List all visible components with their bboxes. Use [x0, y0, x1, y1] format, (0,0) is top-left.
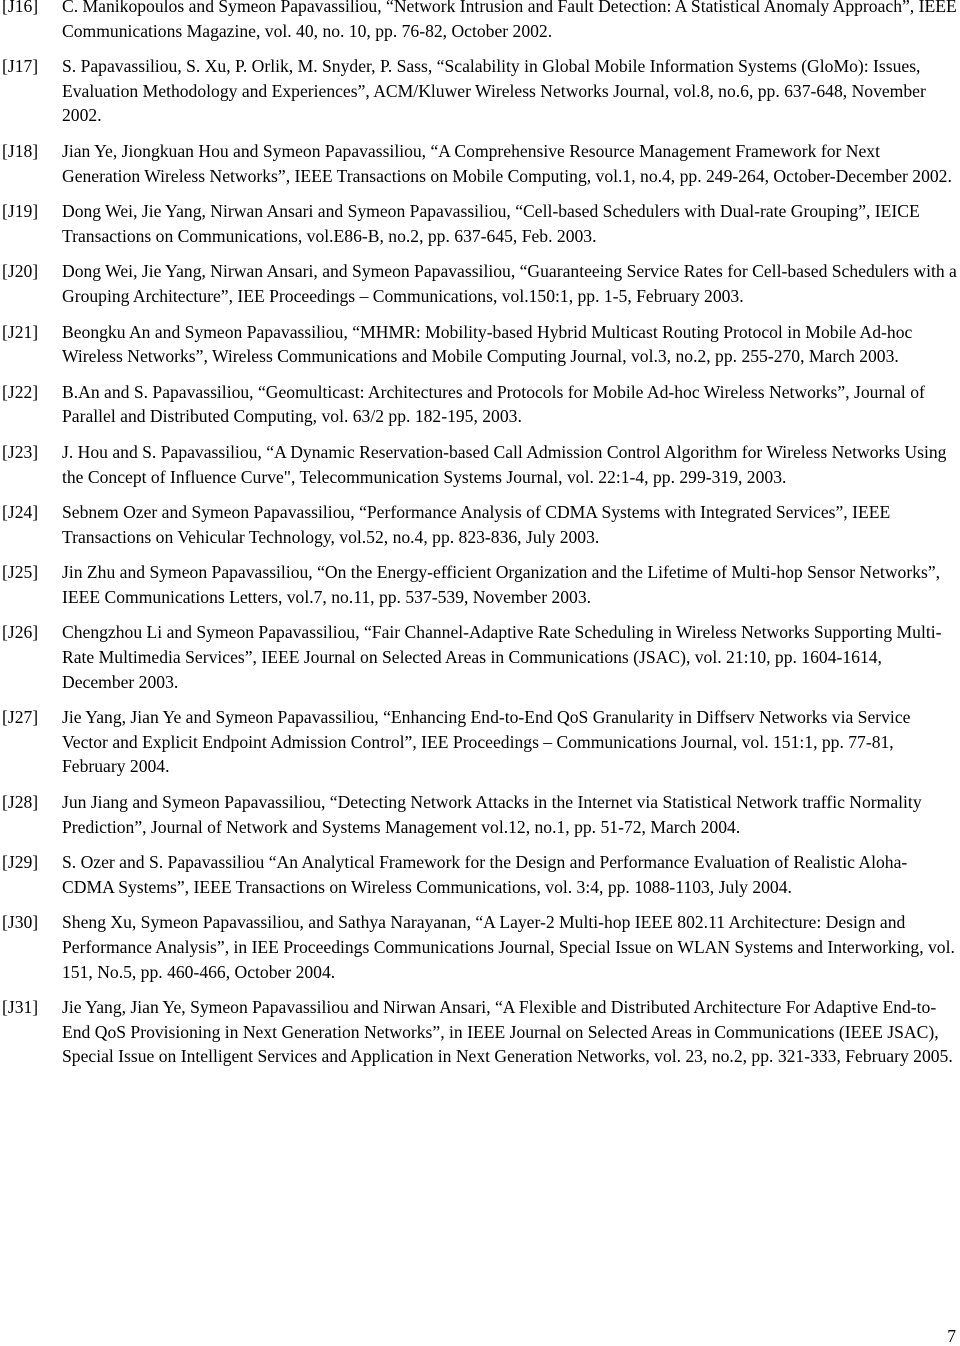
reference-item	[2, 910, 957, 984]
reference-label: [J21]	[2, 321, 39, 342]
reference-item	[2, 705, 957, 779]
reference-text: Chengzhou Li and Symeon Papavassiliou, “Fair Channel-Adaptive Rate Scheduling in Wireless Networks Supporting Multi-Rate Multimedia Services”, IEEE Journal on Selected Areas in Communications (JSAC), vol. 21:10, pp. 1604-1614, December 2003.	[62, 622, 942, 692]
reference-label: [J23]	[2, 441, 39, 462]
reference-label: [J26]	[2, 622, 39, 643]
reference-text: S. Ozer and S. Papavassiliou “An Analytical Framework for the Design and Performance Evaluation of Realistic Aloha-CDMA Systems”, IEEE Transactions on Wireless Communications, vol. 3:4, pp. 1088-1103, July 2004.	[62, 852, 908, 897]
reference-text: B.An and S. Papavassiliou, “Geomulticast: Architectures and Protocols for Mobile Ad-hoc Wireless Networks”, Journal of Parallel and Distributed Computing, vol. 63/2 pp. 182-195, 2003.	[62, 381, 925, 427]
reference-text: Jie Yang, Jian Ye, Symeon Papavassiliou and Nirwan Ansari, “A Flexible and Distributed Architecture For Adaptive End-to-End QoS Provisioning in Next Generation Networks”, in IEEE Journal on Selected Areas in Communications (IEEE JSAC), Special Issue on Intelligent Services and Application in Next Generation Networks, vol. 23, no.2, pp. 321-333, February 2005.	[62, 997, 953, 1067]
reference-label: [J30]	[2, 912, 39, 933]
reference-text: C. Manikopoulos and Symeon Papavassiliou, “Network Intrusion and Fault Detection: A Statistical Anomaly Approach”, IEEE Communications Magazine, vol. 40, no. 10, pp. 76-82, October 2002.	[62, 0, 957, 41]
reference-text: Jun Jiang and Symeon Papavassiliou, “Detecting Network Attacks in the Internet via Statistical Network traffic Normality Prediction”, Journal of Network and Systems Management vol.12, no.1, pp. 51-72, March 2004.	[62, 792, 922, 837]
reference-text: Jian Ye, Jiongkuan Hou and Symeon Papavassiliou, “A Comprehensive Resource Management Framework for Next Generation Wireless Networks”, IEEE Transactions on Mobile Computing, vol.1, no.4, pp. 249-264, October-December 2002.	[62, 140, 952, 186]
reference-text: Dong Wei, Jie Yang, Nirwan Ansari, and Symeon Papavassiliou, “Guaranteeing Service Rates for Cell-based Schedulers with a Grouping Architecture”, IEE Proceedings – Communications, vol.150:1, pp. 1-5, February 2003.	[62, 261, 957, 306]
reference-label: [J31]	[2, 997, 39, 1018]
reference-label: [J24]	[2, 502, 39, 523]
reference-label: [J27]	[2, 707, 39, 728]
page-number: 7	[947, 1326, 956, 1346]
reference-label: [J18]	[2, 140, 39, 161]
reference-label: [J25]	[2, 562, 39, 583]
reference-item	[2, 500, 957, 549]
reference-label: [J20]	[2, 261, 39, 282]
reference-label: [J22]	[2, 381, 39, 402]
reference-item	[2, 440, 957, 489]
reference-label: [J29]	[2, 852, 39, 873]
reference-item	[2, 790, 957, 839]
reference-item	[2, 995, 957, 1069]
reference-text: S. Papavassiliou, S. Xu, P. Orlik, M. Snyder, P. Sass, “Scalability in Global Mobile Information Systems (GloMo): Issues, Evaluation Methodology and Experiences”, ACM/Kluwer Wireless Networks Journal, vol.8, no.6, pp. 637-648, November 2002.	[62, 56, 926, 126]
reference-text: Jie Yang, Jian Ye and Symeon Papavassiliou, “Enhancing End-to-End QoS Granularity in Diffserv Networks via Service Vector and Explicit Endpoint Admission Control”, IEE Proceedings – Communications Journal, vol. 151:1, pp. 77-81, February 2004.	[62, 707, 911, 777]
reference-item	[2, 259, 957, 308]
reference-item	[2, 850, 957, 899]
reference-item	[2, 199, 957, 248]
reference-label: [J16]	[2, 0, 39, 16]
reference-text: Jin Zhu and Symeon Papavassiliou, “On the Energy-efficient Organization and the Lifetime of Multi-hop Sensor Networks”, IEEE Communications Letters, vol.7, no.11, pp. 537-539, November 2003.	[62, 562, 941, 607]
reference-list	[2, 0, 957, 1080]
reference-item	[2, 0, 957, 43]
reference-item	[2, 139, 957, 188]
reference-text: Sheng Xu, Symeon Papavassiliou, and Sathya Narayanan, “A Layer-2 Multi-hop IEEE 802.11 Architecture: Design and Performance Analysis”, in IEE Proceedings Communications Journal, Special Issue on WLAN Systems and Interworking, vol. 151, No.5, pp. 460-466, October 2004.	[62, 912, 955, 982]
reference-text: Dong Wei, Jie Yang, Nirwan Ansari and Symeon Papavassiliou, “Cell-based Schedulers with Dual-rate Grouping”, IEICE Transactions on Communications, vol.E86-B, no.2, pp. 637-645, Feb. 2003.	[62, 201, 920, 246]
reference-item	[2, 560, 957, 609]
reference-text: Beongku An and Symeon Papavassiliou, “MHMR: Mobility-based Hybrid Multicast Routing Protocol in Mobile Ad-hoc Wireless Networks”, Wireless Communications and Mobile Computing Journal, vol.3, no.2, pp. 255-270, March 2003.	[62, 321, 913, 367]
reference-item	[2, 320, 957, 369]
reference-label: [J19]	[2, 201, 39, 222]
reference-text: Sebnem Ozer and Symeon Papavassiliou, “Performance Analysis of CDMA Systems with Integrated Services”, IEEE Transactions on Vehicular Technology, vol.52, no.4, pp. 823-836, July 2003.	[62, 502, 891, 547]
reference-label: [J17]	[2, 56, 39, 77]
reference-item	[2, 54, 957, 128]
reference-label: [J28]	[2, 792, 39, 813]
reference-text: J. Hou and S. Papavassiliou, “A Dynamic Reservation-based Call Admission Control Algorithm for Wireless Networks Using the Concept of Influence Curve", Telecommunication Systems Journal, vol. 22:1-4, pp. 299-319, 2003.	[62, 441, 947, 487]
reference-item	[2, 380, 957, 429]
reference-item	[2, 620, 957, 694]
